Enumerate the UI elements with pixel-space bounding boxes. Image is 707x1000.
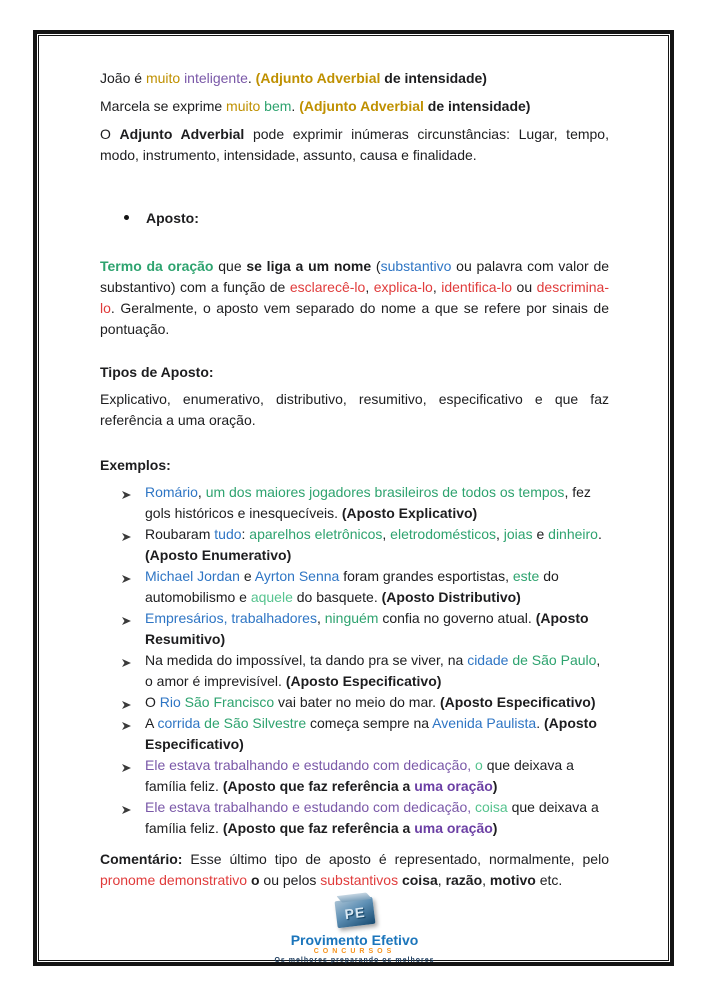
text-segment: motivo [489,872,536,888]
text-segment: bem [264,98,292,114]
text-segment: (Aposto Enumerativo) [145,547,292,563]
logo [100,899,609,965]
text-segment: Na medida do impossível, ta dando pra se viver, na [145,652,468,668]
text-segment: Ele estava trabalhando e estudando com dedicação, [145,757,472,773]
text-segment: Termo da oração [100,258,214,274]
text-segment: o [475,757,483,773]
text-segment: : [241,526,250,542]
text-segment: Ayrton Senna [254,568,340,584]
text-segment: ) [492,820,498,836]
example-item [100,524,609,566]
examples-list [100,482,609,839]
text-segment: muito [226,98,265,114]
logo-title: Provimento Efetivo [290,932,419,948]
text-segment: confia no governo atual. [378,610,536,626]
paragraph-definition [100,256,609,340]
arrow-bullet-icon [121,696,133,708]
text-segment: (Aposto que faz referência a [222,820,415,836]
text-segment: São Francisco [180,694,275,710]
text-segment: A [145,715,158,731]
example-text [145,694,596,710]
text-segment: corrida [157,715,201,731]
text-segment: (Aposto Distributivo) [381,589,521,605]
example-text [145,715,597,752]
text-segment: inteligente [184,70,248,86]
bullet-icon [124,215,129,220]
text-segment: que [213,258,247,274]
text-segment: Avenida Paulista [432,715,537,731]
text-segment: eletrodomésticos [390,526,496,542]
text-segment: (Aposto Especificativo) [285,673,442,689]
text-segment: que deixava a família feliz. [145,799,599,836]
text-segment: muito [145,70,185,86]
text-segment: (Aposto Explicativo) [341,505,478,521]
text-segment: ( [371,258,381,274]
example-text [145,757,574,794]
paragraph-comment [100,849,609,891]
text-segment: vai bater no meio do mar. [274,694,440,710]
example-item [100,692,609,713]
example-item [100,713,609,755]
text-segment: . [536,715,544,731]
text-segment: , [197,484,206,500]
text-segment: , [496,526,504,542]
example-item [100,482,609,524]
aposto-bullet-item [100,210,609,226]
text-segment: do basquete. [292,589,382,605]
example-item [100,566,609,608]
text-segment: cidade [467,652,509,668]
text-segment: pronome demonstrativo [100,872,248,888]
text-segment: . [597,526,602,542]
example-text [145,526,602,563]
text-segment: um dos maiores jogadores brasileiros de todos os tempos [205,484,565,500]
text-segment: , [432,279,442,295]
text-segment: substantivos [320,872,399,888]
text-segment: , [365,279,374,295]
text-segment: dinheiro [548,526,598,542]
example-text [145,484,591,521]
text-segment: , [437,872,446,888]
text-segment: Marcela se exprime [100,98,227,114]
text-segment: começa sempre na [306,715,433,731]
logo-subtitle: CONCURSOS [313,948,396,955]
text-segment: tudo [214,526,242,542]
text-segment: do automobilismo e [145,568,559,605]
text-segment: Explicativo, enumerativo, distributivo, resumitivo, especificativo e que faz referência a uma oração. [100,391,609,428]
text-segment: de intensidade) [380,70,487,86]
text-segment: ou palavra com valor de substantivo) com a função de [100,258,610,295]
text-segment: O [145,694,160,710]
text-segment: Esse último tipo de aposto é representado, normalmente, pelo [182,851,609,867]
text-segment: identifica-lo [441,279,513,295]
text-segment: que deixava a família feliz. [145,757,574,794]
text-segment: , fez gols históricos e inesquecíveis. [145,484,591,521]
exemplos-heading: Exemplos: [100,457,171,473]
text-segment: Comentário: [100,851,183,867]
text-segment: . [291,98,300,114]
arrow-bullet-icon [121,801,133,813]
text-segment: . Geralmente, o aposto vem separado do nome a que se refere por sinais de pontuação. [100,300,609,337]
text-segment: . [247,70,256,86]
text-segment: uma oração [414,820,493,836]
example-item [100,755,609,797]
arrow-bullet-icon [121,717,133,729]
text-segment: João é [100,70,146,86]
text-segment: se liga a um nome [246,258,372,274]
arrow-bullet-icon [121,570,133,582]
text-segment: Ele estava trabalhando e estudando com dedicação, [145,799,472,815]
text-segment: , [482,872,490,888]
text-segment: (Adjunto Adverbial [299,98,424,114]
text-segment: descrimina-lo [100,279,609,316]
arrow-bullet-icon [121,759,133,771]
logo-tagline: Os melhores preparando os melhores [274,957,435,964]
text-segment: coisa [475,799,508,815]
text-segment: de intensidade) [423,98,531,114]
paragraph-marcela [100,96,609,117]
text-segment: (Adjunto Adverbial [255,70,381,86]
text-segment: ninguém [324,610,379,626]
example-text [145,652,600,689]
text-segment: foram grandes esportistas, [339,568,513,584]
text-segment: , o amor é imprevisível. [145,652,601,689]
text-segment: uma oração [414,778,493,794]
example-text [145,568,559,605]
text-segment: (Aposto Resumitivo) [145,610,589,647]
text-segment: Roubaram [145,526,215,542]
arrow-bullet-icon [121,528,133,540]
example-item [100,650,609,692]
text-segment: e [239,568,255,584]
example-text [145,799,599,836]
text-segment: , [316,610,325,626]
text-segment: de São Silvestre [200,715,307,731]
text-segment: aparelhos eletrônicos [249,526,383,542]
text-segment: este [512,568,540,584]
text-segment: Empresários, trabalhadores [145,610,317,626]
text-segment: o [250,872,260,888]
text-segment: , [382,526,391,542]
logo-monogram: PE [343,903,366,922]
text-segment: razão [445,872,483,888]
example-item [100,797,609,839]
text-segment: coisa [401,872,438,888]
text-segment: Adjunto Adverbial [119,126,245,142]
paragraph-joao [100,68,609,89]
example-item [100,608,609,650]
text-segment: Romário [145,484,198,500]
text-segment: (Aposto que faz referência a [222,778,415,794]
text-segment: Michael Jordan [145,568,240,584]
example-text [145,610,589,647]
logo-cube-icon [334,897,375,928]
text-segment: O [100,126,120,142]
paragraph-tipos [100,389,609,431]
text-segment: (Aposto Especificativo) [439,694,596,710]
text-segment: de São Paulo [508,652,597,668]
page-content [38,36,669,964]
arrow-bullet-icon [121,612,133,624]
text-segment: aquele [250,589,293,605]
text-segment: joias [503,526,533,542]
text-segment: Rio [159,694,181,710]
text-segment: e [532,526,549,542]
text-segment: pode exprimir inúmeras circunstâncias: Lugar, tempo, modo, instrumento, intensidade, assunto, causa e finalidade. [100,126,609,163]
paragraph-adjunto-adverbial [100,124,609,166]
text-segment: explica-lo [373,279,433,295]
tipos-de-aposto-heading: Tipos de Aposto: [100,364,214,380]
text-segment: etc. [535,872,563,888]
text-segment: ou pelos [259,872,321,888]
arrow-bullet-icon [121,486,133,498]
text-segment: esclarecê-lo [289,279,366,295]
text-segment: ou [512,279,537,295]
text-segment: substantivo [380,258,452,274]
text-segment: ) [492,778,498,794]
text-segment: (Aposto Especificativo) [145,715,597,752]
aposto-heading: Aposto: [146,210,199,226]
arrow-bullet-icon [121,654,133,666]
